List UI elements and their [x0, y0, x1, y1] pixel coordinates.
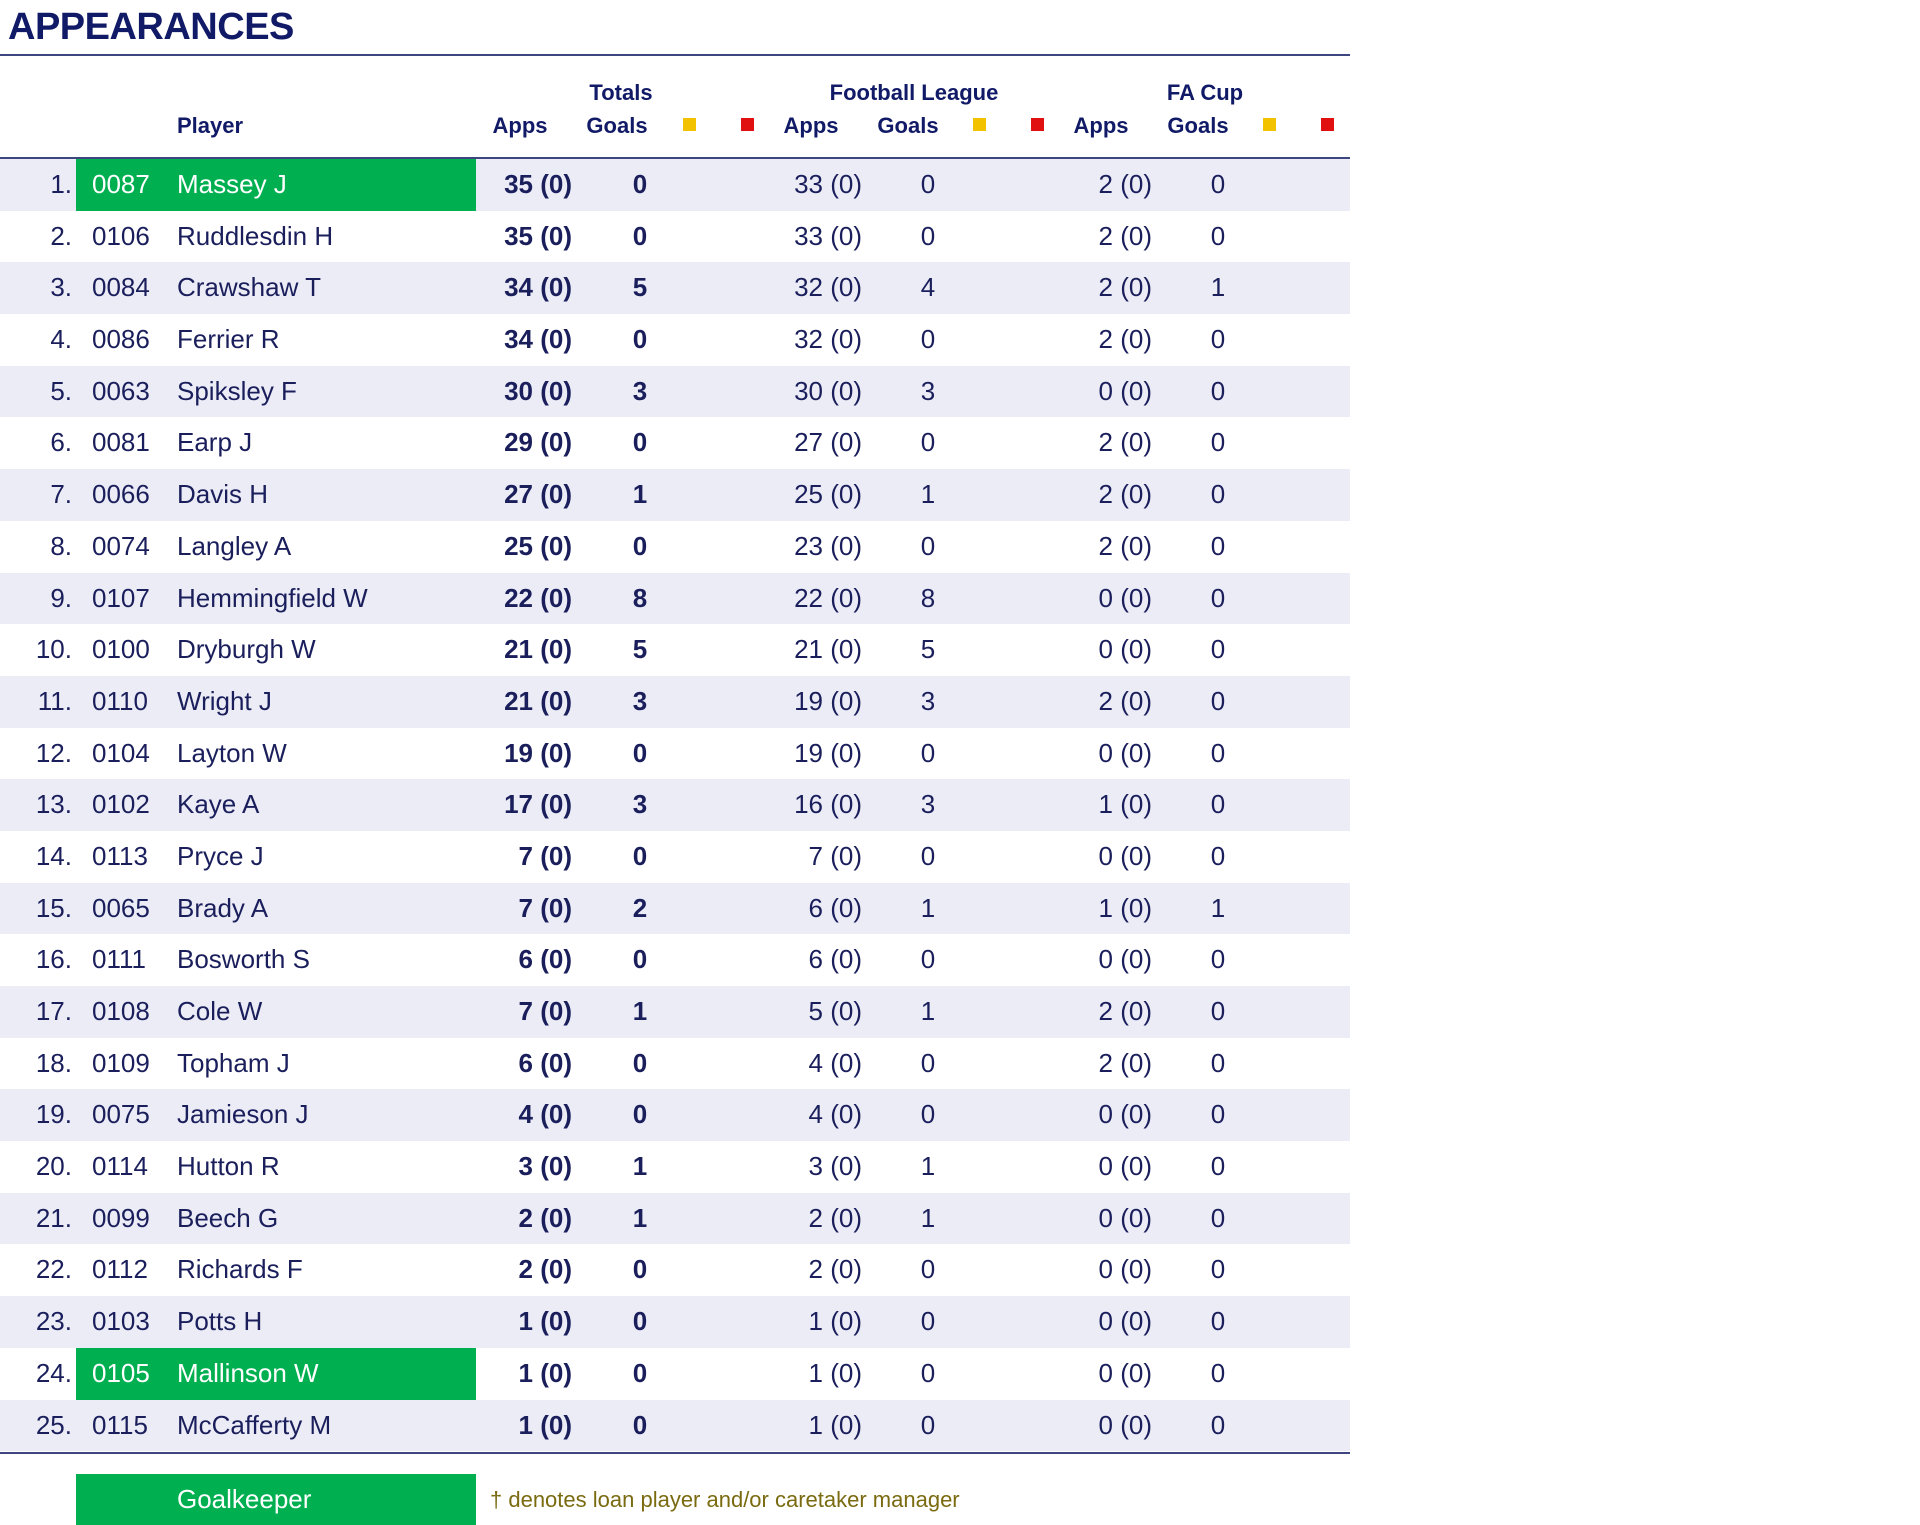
table-row	[0, 211, 1350, 263]
total-goals: 2	[632, 892, 648, 923]
cup-goals: 0	[1210, 1047, 1226, 1078]
row-number: 3.	[50, 272, 72, 303]
cup-apps: 0 (0)	[1098, 737, 1152, 768]
total-apps: 7 (0)	[518, 892, 572, 923]
total-goals: 5	[632, 634, 648, 665]
league-apps: 2 (0)	[808, 1254, 862, 1285]
table-row	[0, 986, 1350, 1038]
row-number: 22.	[35, 1254, 72, 1285]
table-row	[0, 624, 1350, 676]
league-apps: 2 (0)	[808, 1202, 862, 1233]
league-apps: 33 (0)	[794, 220, 862, 251]
total-apps: 25 (0)	[504, 530, 572, 561]
table-row	[0, 676, 1350, 728]
cup-apps: 0 (0)	[1098, 582, 1152, 613]
total-goals: 3	[632, 685, 648, 716]
total-goals: 5	[632, 272, 648, 303]
player-name: Mallinson W	[177, 1357, 319, 1388]
header-cup-goals: Goals	[1167, 113, 1229, 138]
table-row	[0, 779, 1350, 831]
league-apps: 1 (0)	[808, 1306, 862, 1337]
player-name: Bosworth S	[177, 944, 310, 975]
player-code: 0074	[92, 530, 150, 561]
league-goals: 8	[920, 582, 936, 613]
total-apps: 19 (0)	[504, 737, 572, 768]
league-apps: 6 (0)	[808, 892, 862, 923]
cup-goals: 0	[1210, 582, 1226, 613]
total-apps: 2 (0)	[518, 1202, 572, 1233]
league-goals: 0	[920, 737, 936, 768]
player-name: Crawshaw T	[177, 272, 322, 303]
total-apps: 27 (0)	[504, 479, 572, 510]
total-goals: 1	[632, 996, 648, 1026]
league-apps: 23 (0)	[794, 530, 862, 561]
league-goals: 0	[920, 840, 936, 871]
player-code: 0106	[92, 220, 150, 251]
league-goals: 3	[920, 789, 936, 820]
player-code: 0115	[92, 1409, 148, 1440]
cup-apps: 0 (0)	[1098, 1409, 1152, 1440]
header-fa-cup: FA Cup	[1166, 80, 1244, 105]
player-name: Pryce J	[177, 840, 264, 871]
total-apps: 1 (0)	[518, 1306, 572, 1337]
player-name: Topham J	[177, 1047, 290, 1078]
player-name: Layton W	[177, 737, 287, 768]
league-goals: 3	[920, 375, 936, 406]
league-goals: 1	[920, 996, 936, 1026]
league-goals: 1	[920, 1202, 936, 1233]
table-row	[0, 1193, 1350, 1245]
table-row	[0, 934, 1350, 986]
row-number: 4.	[50, 324, 72, 355]
player-code: 0084	[92, 272, 150, 303]
header-player: Player	[177, 113, 244, 138]
cup-apps: 0 (0)	[1098, 634, 1152, 665]
league-goals: 0	[920, 944, 936, 975]
player-code: 0066	[92, 479, 150, 510]
table-row	[0, 469, 1350, 521]
league-goals: 0	[920, 530, 936, 561]
league-goals: 0	[920, 1047, 936, 1078]
player-code: 0081	[92, 427, 150, 458]
total-goals: 0	[632, 1357, 648, 1388]
cup-goals: 0	[1210, 1151, 1226, 1182]
total-apps: 34 (0)	[504, 272, 572, 303]
cup-apps: 2 (0)	[1098, 1047, 1152, 1078]
cup-apps: 1 (0)	[1098, 892, 1152, 923]
total-goals: 0	[632, 169, 648, 199]
total-goals: 0	[632, 1254, 648, 1285]
league-apps: 3 (0)	[808, 1151, 862, 1182]
table-row	[0, 573, 1350, 625]
header-league-apps: Apps	[783, 113, 839, 138]
total-goals: 0	[632, 1409, 648, 1440]
player-code: 0110	[92, 685, 148, 716]
loan-note: † denotes loan player and/or caretaker manager	[490, 1487, 960, 1512]
total-apps: 2 (0)	[518, 1254, 572, 1285]
player-name: Hutton R	[177, 1151, 280, 1182]
cup-goals: 0	[1210, 685, 1226, 716]
player-name: Davis H	[177, 479, 269, 510]
total-goals: 0	[632, 427, 648, 458]
total-goals: 1	[632, 1202, 648, 1233]
league-apps: 27 (0)	[794, 427, 862, 458]
player-code: 0109	[92, 1047, 150, 1078]
league-apps: 7 (0)	[808, 840, 862, 871]
player-code: 0100	[92, 634, 150, 665]
player-name: Spiksley F	[177, 375, 297, 406]
red-card-icon	[741, 118, 754, 131]
total-goals: 0	[632, 530, 648, 561]
cup-goals: 1	[1210, 892, 1226, 923]
league-goals: 5	[920, 634, 936, 665]
total-apps: 21 (0)	[504, 634, 572, 665]
row-number: 18.	[35, 1047, 72, 1078]
total-apps: 7 (0)	[518, 840, 572, 871]
yellow-card-icon	[1263, 118, 1276, 131]
row-number: 19.	[35, 1099, 72, 1130]
player-name: Wright J	[177, 685, 272, 716]
player-name: Ferrier R	[177, 324, 280, 355]
cup-goals: 0	[1210, 1409, 1226, 1440]
cup-apps: 0 (0)	[1098, 375, 1152, 406]
total-apps: 17 (0)	[504, 789, 572, 820]
player-name: Hemmingfield W	[177, 582, 368, 613]
league-apps: 1 (0)	[808, 1409, 862, 1440]
total-goals: 3	[632, 789, 648, 820]
league-apps: 21 (0)	[794, 634, 862, 665]
player-code: 0108	[92, 996, 150, 1026]
player-code: 0107	[92, 582, 150, 613]
row-number: 6.	[50, 427, 72, 458]
total-apps: 34 (0)	[504, 324, 572, 355]
table-row	[0, 314, 1350, 366]
total-apps: 3 (0)	[518, 1151, 572, 1182]
total-goals: 0	[632, 1047, 648, 1078]
player-code: 0102	[92, 789, 150, 820]
row-number: 9.	[50, 582, 72, 613]
appearances-table	[0, 159, 1350, 1451]
cup-goals: 1	[1210, 272, 1226, 303]
table-row	[0, 831, 1350, 883]
row-number: 7.	[50, 479, 72, 510]
header-totals-apps: Apps	[492, 113, 548, 138]
total-goals: 0	[632, 840, 648, 871]
player-code: 0104	[92, 737, 150, 768]
player-code: 0103	[92, 1306, 150, 1337]
cup-apps: 0 (0)	[1098, 944, 1152, 975]
league-apps: 4 (0)	[808, 1099, 862, 1130]
table-row	[0, 262, 1350, 314]
table-row	[0, 1038, 1350, 1090]
cup-goals: 0	[1210, 1254, 1226, 1285]
row-number: 14.	[35, 840, 72, 871]
league-apps: 25 (0)	[794, 479, 862, 510]
cup-apps: 1 (0)	[1098, 789, 1152, 820]
row-number: 1.	[50, 169, 72, 199]
cup-goals: 0	[1210, 944, 1226, 975]
row-number: 25.	[35, 1409, 72, 1440]
league-apps: 32 (0)	[794, 324, 862, 355]
red-card-icon	[1031, 118, 1044, 131]
cup-apps: 0 (0)	[1098, 1306, 1152, 1337]
league-apps: 33 (0)	[794, 169, 862, 199]
player-name: McCafferty M	[177, 1409, 332, 1440]
total-goals: 0	[632, 944, 648, 975]
goalkeeper-legend	[76, 1474, 476, 1525]
player-code: 0113	[92, 840, 148, 871]
cup-apps: 2 (0)	[1098, 479, 1152, 510]
goalkeeper-legend-label: Goalkeeper	[177, 1484, 312, 1514]
player-name: Massey J	[177, 169, 287, 199]
cup-apps: 0 (0)	[1098, 840, 1152, 871]
league-goals: 0	[920, 324, 936, 355]
cup-apps: 0 (0)	[1098, 1202, 1152, 1233]
total-apps: 4 (0)	[518, 1099, 572, 1130]
header-totals-goals: Goals	[586, 113, 648, 138]
league-goals: 1	[920, 1151, 936, 1182]
cup-goals: 0	[1210, 1357, 1226, 1388]
total-apps: 29 (0)	[504, 427, 572, 458]
table-row	[0, 1348, 1350, 1400]
table-row	[0, 159, 1350, 211]
player-code: 0114	[92, 1151, 148, 1182]
cup-goals: 0	[1210, 220, 1226, 251]
total-apps: 21 (0)	[504, 685, 572, 716]
total-goals: 0	[632, 220, 648, 251]
red-card-icon	[1321, 118, 1334, 131]
player-code: 0065	[92, 892, 150, 923]
cup-apps: 2 (0)	[1098, 427, 1152, 458]
row-number: 20.	[35, 1151, 72, 1182]
cup-apps: 0 (0)	[1098, 1254, 1152, 1285]
cup-goals: 0	[1210, 840, 1226, 871]
cup-apps: 2 (0)	[1098, 685, 1152, 716]
total-apps: 1 (0)	[518, 1409, 572, 1440]
player-name: Jamieson J	[177, 1099, 309, 1130]
cup-goals: 0	[1210, 1099, 1226, 1130]
total-apps: 35 (0)	[504, 220, 572, 251]
cup-goals: 0	[1210, 479, 1226, 510]
cup-goals: 0	[1210, 1202, 1226, 1233]
league-apps: 4 (0)	[808, 1047, 862, 1078]
player-code: 0112	[92, 1254, 148, 1285]
row-number: 10.	[35, 634, 72, 665]
league-apps: 1 (0)	[808, 1357, 862, 1388]
table-bottom-divider	[0, 1452, 1350, 1454]
cup-goals: 0	[1210, 996, 1226, 1026]
player-name: Dryburgh W	[177, 634, 316, 665]
player-code: 0086	[92, 324, 150, 355]
row-number: 15.	[35, 892, 72, 923]
league-goals: 0	[920, 427, 936, 458]
cup-apps: 2 (0)	[1098, 169, 1152, 199]
player-name: Earp J	[177, 427, 253, 458]
player-name: Ruddlesdin H	[177, 220, 334, 251]
total-apps: 6 (0)	[518, 944, 572, 975]
league-apps: 19 (0)	[794, 685, 862, 716]
total-goals: 8	[632, 582, 648, 613]
cup-apps: 2 (0)	[1098, 530, 1152, 561]
cup-apps: 0 (0)	[1098, 1357, 1152, 1388]
total-goals: 0	[632, 1099, 648, 1130]
cup-goals: 0	[1210, 737, 1226, 768]
row-number: 21.	[35, 1202, 72, 1233]
player-code: 0075	[92, 1099, 150, 1130]
cup-goals: 0	[1210, 789, 1226, 820]
header-league-goals: Goals	[877, 113, 939, 138]
table-row	[0, 366, 1350, 418]
header-totals: Totals	[589, 80, 653, 105]
league-goals: 0	[920, 169, 936, 199]
cup-apps: 2 (0)	[1098, 324, 1152, 355]
page-title: APPEARANCES	[8, 6, 294, 48]
total-apps: 35 (0)	[504, 169, 572, 199]
cup-goals: 0	[1210, 530, 1226, 561]
league-apps: 5 (0)	[808, 996, 862, 1026]
table-row	[0, 1296, 1350, 1348]
total-apps: 30 (0)	[504, 375, 572, 406]
player-code: 0087	[92, 169, 150, 199]
cup-goals: 0	[1210, 375, 1226, 406]
total-goals: 1	[632, 479, 648, 510]
cup-apps: 2 (0)	[1098, 272, 1152, 303]
player-code: 0099	[92, 1202, 150, 1233]
total-goals: 3	[632, 375, 648, 406]
cup-goals: 0	[1210, 1306, 1226, 1337]
yellow-card-icon	[683, 118, 696, 131]
player-code: 0111	[92, 944, 146, 975]
league-apps: 16 (0)	[794, 789, 862, 820]
player-code: 0105	[92, 1357, 150, 1388]
player-name: Kaye A	[177, 789, 260, 820]
total-apps: 1 (0)	[518, 1357, 572, 1388]
total-apps: 6 (0)	[518, 1047, 572, 1078]
header-cup-apps: Apps	[1073, 113, 1129, 138]
player-name: Cole W	[177, 996, 263, 1026]
league-goals: 1	[920, 892, 936, 923]
league-apps: 32 (0)	[794, 272, 862, 303]
total-goals: 0	[632, 324, 648, 355]
table-row	[0, 1244, 1350, 1296]
total-apps: 7 (0)	[518, 996, 572, 1026]
total-goals: 0	[632, 737, 648, 768]
player-name: Brady A	[177, 892, 269, 923]
league-apps: 22 (0)	[794, 582, 862, 613]
league-apps: 6 (0)	[808, 944, 862, 975]
league-apps: 30 (0)	[794, 375, 862, 406]
total-goals: 0	[632, 1306, 648, 1337]
player-name: Beech G	[177, 1202, 279, 1233]
cup-apps: 2 (0)	[1098, 220, 1152, 251]
cup-apps: 0 (0)	[1098, 1099, 1152, 1130]
row-number: 16.	[35, 944, 72, 975]
player-name: Langley A	[177, 530, 292, 561]
cup-apps: 2 (0)	[1098, 996, 1152, 1026]
row-number: 24.	[35, 1357, 72, 1388]
league-goals: 1	[920, 479, 936, 510]
title-divider	[0, 54, 1350, 56]
table-row	[0, 728, 1350, 780]
total-apps: 22 (0)	[504, 582, 572, 613]
table-row	[0, 1141, 1350, 1193]
league-goals: 0	[920, 1306, 936, 1337]
row-number: 5.	[50, 375, 72, 406]
table-row	[0, 521, 1350, 573]
league-goals: 0	[920, 1099, 936, 1130]
table-row	[0, 1400, 1350, 1452]
league-goals: 0	[920, 220, 936, 251]
table-row	[0, 417, 1350, 469]
row-number: 2.	[50, 220, 72, 251]
league-goals: 3	[920, 685, 936, 716]
player-code: 0063	[92, 375, 150, 406]
row-number: 12.	[35, 737, 72, 768]
cup-apps: 0 (0)	[1098, 1151, 1152, 1182]
cup-goals: 0	[1210, 427, 1226, 458]
player-name: Richards F	[177, 1254, 303, 1285]
league-goals: 0	[920, 1409, 936, 1440]
row-number: 11.	[37, 685, 72, 716]
table-row	[0, 883, 1350, 935]
total-goals: 1	[632, 1151, 648, 1182]
row-number: 13.	[35, 789, 72, 820]
yellow-card-icon	[973, 118, 986, 131]
cup-goals: 0	[1210, 324, 1226, 355]
league-goals: 0	[920, 1357, 936, 1388]
header-football-league: Football League	[829, 80, 999, 105]
cup-goals: 0	[1210, 634, 1226, 665]
cup-goals: 0	[1210, 169, 1226, 199]
league-goals: 0	[920, 1254, 936, 1285]
row-number: 8.	[50, 530, 72, 561]
row-number: 23.	[35, 1306, 72, 1337]
player-name: Potts H	[177, 1306, 263, 1337]
row-number: 17.	[35, 996, 72, 1026]
table-row	[0, 1089, 1350, 1141]
league-apps: 19 (0)	[794, 737, 862, 768]
league-goals: 4	[920, 272, 936, 303]
